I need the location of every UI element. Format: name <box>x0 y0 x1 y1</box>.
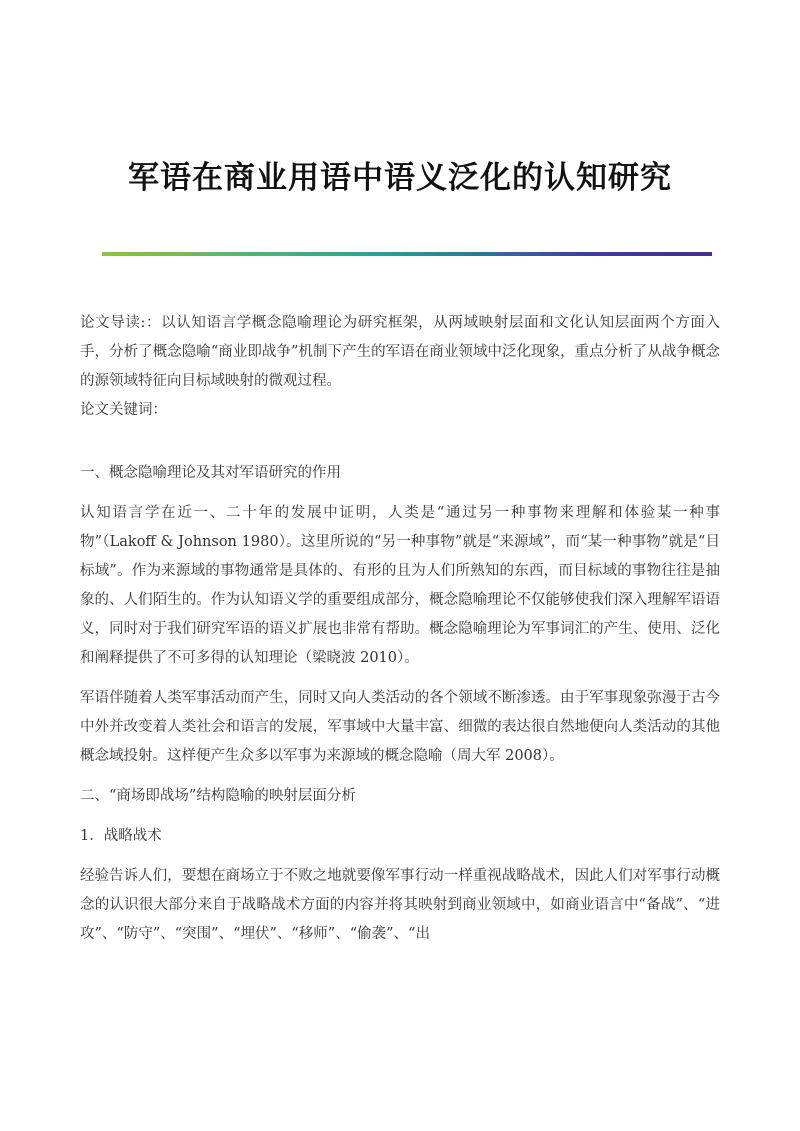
body-paragraph-2: 军语伴随着人类军事活动而产生，同时又向人类活动的各个领域不断渗透。由于军事现象弥漫于古今中外并改变着人类社会和语言的发展，军事域中大量丰富、细微的表达很自然地便向人类活动的其他概念域投射。这样便产生众多以军事为来源域的概念隐喻（周大军 2008）。 <box>80 690 720 764</box>
body-paragraph-1: 认知语言学在近一、二十年的发展中证明，人类是“通过另一种事物来理解和体验某一种事物”（Lakoff & Johnson 1980）。这里所说的“另一种事物”就是“来源域”，而“某一种事物”就是“目标域”。作为来源域的事物通常是具体的、有形的且为人们所熟知的东西，而目标域的事物往往是抽象的、人们陌生的。作为认知语义学的重要组成部分，概念隐喻理论不仅能够使我们深入理解军语语义，同时对于我们研究军语的语义扩展也非常有帮助。概念隐喻理论为军事词汇的产生、使用、泛化和阐释提供了不可多得的认知理论（梁晓波 2010）。 <box>80 505 720 666</box>
document-body <box>80 309 720 960</box>
section-heading-2: 二、“商场即战场”结构隐喻的映射层面分析 <box>80 788 356 804</box>
document-title: 军语在商业用语中语义泛化的认知研究 <box>128 160 672 196</box>
abstract-paragraph: 论文导读:：以认知语言学概念隐喻理论为研究框架，从两域映射层面和文化认知层面两个方面入手，分析了概念隐喻“商业即战争”机制下产生的军语在商业领域中泛化现象，重点分析了从战争概念的源领域特征向目标域映射的微观过程。 <box>80 315 720 389</box>
title-divider <box>102 252 712 256</box>
keywords-label: 论文关键词： <box>80 402 167 418</box>
body-paragraph-3: 经验告诉人们，要想在商场立于不败之地就要像军事行动一样重视战略战术，因此人们对军事行动概念的认识很大部分来自于战略战术方面的内容并将其映射到商业领域中，如商业语言中“备战”、“进攻”、“防守”、“突围”、“埋伏”、“移师”、“偷袭”、“出 <box>80 868 720 942</box>
section-heading-1: 一、概念隐喻理论及其对军语研究的作用 <box>80 465 341 481</box>
subsection-heading-1: 1．战略战术 <box>80 828 162 844</box>
